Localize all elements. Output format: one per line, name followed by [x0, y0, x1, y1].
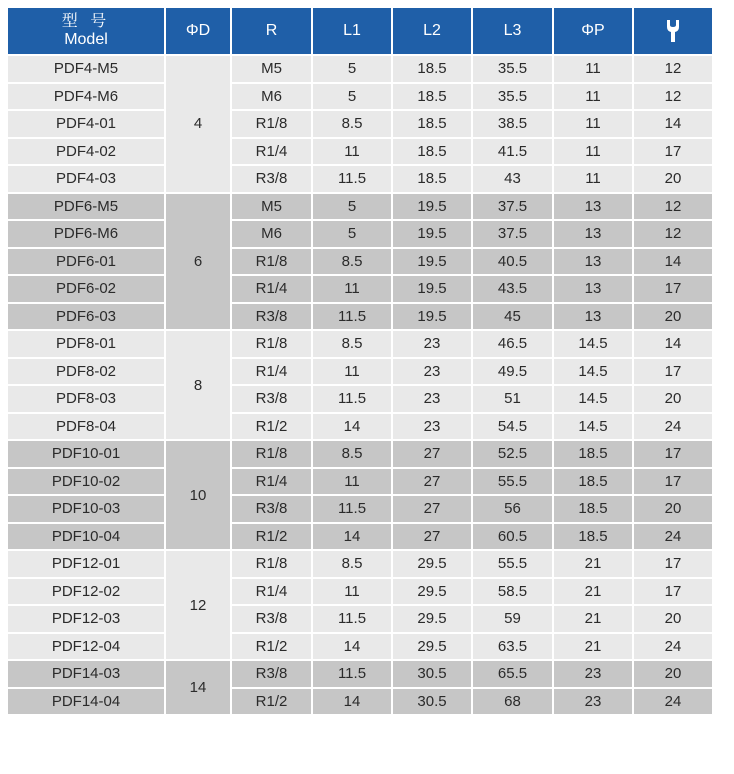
cell-r: R1/2 — [231, 523, 312, 551]
header-model — [7, 7, 165, 55]
cell-l2: 23 — [392, 330, 472, 358]
cell-l1: 11.5 — [312, 495, 392, 523]
cell-model: PDF6-01 — [7, 248, 165, 276]
cell-wrench-size: 17 — [633, 275, 713, 303]
cell-l1: 11.5 — [312, 303, 392, 331]
cell-l3: 55.5 — [472, 550, 553, 578]
cell-model: PDF4-M5 — [7, 55, 165, 83]
cell-r: R1/4 — [231, 578, 312, 606]
cell-r: R3/8 — [231, 303, 312, 331]
header-model-cn: 型 号 — [61, 13, 111, 30]
cell-l1: 11.5 — [312, 385, 392, 413]
cell-wrench-size: 20 — [633, 165, 713, 193]
table-row — [7, 110, 713, 138]
cell-op: 13 — [553, 193, 633, 221]
cell-r: M6 — [231, 220, 312, 248]
cell-op: 11 — [553, 83, 633, 111]
cell-l3: 56 — [472, 495, 553, 523]
table-body — [7, 55, 713, 715]
table-row — [7, 248, 713, 276]
cell-op: 14.5 — [553, 385, 633, 413]
cell-op: 13 — [553, 303, 633, 331]
cell-l1: 5 — [312, 193, 392, 221]
cell-l2: 29.5 — [392, 578, 472, 606]
cell-l2: 19.5 — [392, 275, 472, 303]
header-r: R — [231, 7, 312, 55]
cell-od: 6 — [165, 193, 231, 331]
cell-r: M5 — [231, 193, 312, 221]
cell-l3: 43.5 — [472, 275, 553, 303]
cell-od: 10 — [165, 440, 231, 550]
cell-r: R1/4 — [231, 358, 312, 386]
header-model-en: Model — [64, 31, 108, 48]
cell-od: 8 — [165, 330, 231, 440]
table-row — [7, 440, 713, 468]
table-row — [7, 633, 713, 661]
cell-l3: 60.5 — [472, 523, 553, 551]
cell-l1: 14 — [312, 523, 392, 551]
cell-l1: 11 — [312, 358, 392, 386]
cell-model: PDF12-02 — [7, 578, 165, 606]
cell-op: 18.5 — [553, 523, 633, 551]
cell-r: R1/8 — [231, 110, 312, 138]
cell-model: PDF8-01 — [7, 330, 165, 358]
cell-l3: 49.5 — [472, 358, 553, 386]
cell-l1: 8.5 — [312, 110, 392, 138]
cell-l3: 58.5 — [472, 578, 553, 606]
cell-r: R1/2 — [231, 633, 312, 661]
cell-l1: 8.5 — [312, 248, 392, 276]
table-row — [7, 523, 713, 551]
cell-l2: 30.5 — [392, 660, 472, 688]
cell-l3: 68 — [472, 688, 553, 716]
cell-model: PDF10-01 — [7, 440, 165, 468]
cell-l3: 45 — [472, 303, 553, 331]
table-row — [7, 413, 713, 441]
cell-model: PDF10-02 — [7, 468, 165, 496]
cell-l1: 5 — [312, 220, 392, 248]
table-row — [7, 468, 713, 496]
table-row — [7, 688, 713, 716]
table-row — [7, 55, 713, 83]
cell-op: 18.5 — [553, 495, 633, 523]
cell-wrench-size: 12 — [633, 220, 713, 248]
cell-r: R3/8 — [231, 660, 312, 688]
table-row — [7, 83, 713, 111]
cell-l1: 11 — [312, 138, 392, 166]
cell-l1: 11 — [312, 578, 392, 606]
cell-r: R1/8 — [231, 440, 312, 468]
cell-wrench-size: 24 — [633, 633, 713, 661]
cell-op: 23 — [553, 688, 633, 716]
cell-model: PDF6-M6 — [7, 220, 165, 248]
cell-l2: 18.5 — [392, 165, 472, 193]
cell-l3: 63.5 — [472, 633, 553, 661]
cell-l1: 5 — [312, 55, 392, 83]
cell-l3: 43 — [472, 165, 553, 193]
cell-model: PDF8-04 — [7, 413, 165, 441]
cell-model: PDF6-03 — [7, 303, 165, 331]
cell-wrench-size: 17 — [633, 578, 713, 606]
table-row — [7, 605, 713, 633]
cell-l2: 27 — [392, 495, 472, 523]
table-row — [7, 660, 713, 688]
cell-l3: 35.5 — [472, 83, 553, 111]
cell-l3: 37.5 — [472, 220, 553, 248]
cell-r: R1/8 — [231, 550, 312, 578]
header-l3: L3 — [472, 7, 553, 55]
cell-op: 13 — [553, 275, 633, 303]
table-row — [7, 358, 713, 386]
cell-op: 14.5 — [553, 413, 633, 441]
cell-wrench-size: 20 — [633, 303, 713, 331]
cell-r: R3/8 — [231, 385, 312, 413]
cell-l3: 52.5 — [472, 440, 553, 468]
cell-wrench-size: 12 — [633, 83, 713, 111]
cell-wrench-size: 24 — [633, 413, 713, 441]
table-row — [7, 275, 713, 303]
cell-r: R3/8 — [231, 495, 312, 523]
cell-model: PDF8-02 — [7, 358, 165, 386]
cell-l2: 29.5 — [392, 550, 472, 578]
cell-model: PDF12-04 — [7, 633, 165, 661]
cell-wrench-size: 17 — [633, 468, 713, 496]
cell-op: 23 — [553, 660, 633, 688]
cell-model: PDF4-03 — [7, 165, 165, 193]
cell-wrench-size: 20 — [633, 605, 713, 633]
cell-l3: 54.5 — [472, 413, 553, 441]
cell-r: R1/8 — [231, 330, 312, 358]
cell-l1: 8.5 — [312, 330, 392, 358]
cell-l2: 29.5 — [392, 633, 472, 661]
cell-model: PDF12-03 — [7, 605, 165, 633]
cell-l1: 11 — [312, 275, 392, 303]
cell-wrench-size: 24 — [633, 523, 713, 551]
header-row — [7, 7, 713, 55]
cell-wrench-size: 17 — [633, 138, 713, 166]
cell-l1: 8.5 — [312, 440, 392, 468]
cell-op: 14.5 — [553, 330, 633, 358]
cell-r: R1/4 — [231, 275, 312, 303]
cell-model: PDF4-02 — [7, 138, 165, 166]
header-wrench — [633, 7, 713, 55]
table-row — [7, 578, 713, 606]
cell-op: 11 — [553, 110, 633, 138]
cell-op: 13 — [553, 220, 633, 248]
cell-r: M6 — [231, 83, 312, 111]
cell-model: PDF10-03 — [7, 495, 165, 523]
cell-op: 13 — [553, 248, 633, 276]
cell-op: 21 — [553, 633, 633, 661]
cell-model: PDF14-04 — [7, 688, 165, 716]
cell-model: PDF14-03 — [7, 660, 165, 688]
cell-model: PDF10-04 — [7, 523, 165, 551]
cell-op: 21 — [553, 605, 633, 633]
cell-wrench-size: 14 — [633, 248, 713, 276]
cell-r: R1/2 — [231, 688, 312, 716]
cell-l2: 19.5 — [392, 193, 472, 221]
table-row — [7, 495, 713, 523]
cell-op: 18.5 — [553, 468, 633, 496]
cell-r: R3/8 — [231, 165, 312, 193]
cell-l3: 35.5 — [472, 55, 553, 83]
cell-wrench-size: 17 — [633, 440, 713, 468]
cell-l2: 19.5 — [392, 220, 472, 248]
cell-l3: 37.5 — [472, 193, 553, 221]
cell-l2: 23 — [392, 385, 472, 413]
cell-l3: 41.5 — [472, 138, 553, 166]
cell-op: 21 — [553, 550, 633, 578]
cell-wrench-size: 20 — [633, 495, 713, 523]
cell-r: M5 — [231, 55, 312, 83]
cell-l3: 40.5 — [472, 248, 553, 276]
cell-model: PDF6-M5 — [7, 193, 165, 221]
table-row — [7, 550, 713, 578]
cell-l3: 46.5 — [472, 330, 553, 358]
cell-l1: 11.5 — [312, 165, 392, 193]
cell-l2: 18.5 — [392, 138, 472, 166]
cell-op: 18.5 — [553, 440, 633, 468]
cell-l3: 55.5 — [472, 468, 553, 496]
cell-l2: 23 — [392, 413, 472, 441]
cell-l2: 19.5 — [392, 248, 472, 276]
table-row — [7, 193, 713, 221]
table-row — [7, 303, 713, 331]
cell-l3: 59 — [472, 605, 553, 633]
cell-l1: 8.5 — [312, 550, 392, 578]
spec-table — [6, 6, 714, 716]
table-row — [7, 330, 713, 358]
cell-wrench-size: 20 — [633, 660, 713, 688]
cell-l1: 11.5 — [312, 605, 392, 633]
cell-op: 11 — [553, 165, 633, 193]
cell-r: R1/4 — [231, 138, 312, 166]
header-op: ΦP — [553, 7, 633, 55]
cell-l1: 5 — [312, 83, 392, 111]
cell-op: 14.5 — [553, 358, 633, 386]
cell-wrench-size: 17 — [633, 550, 713, 578]
cell-l2: 18.5 — [392, 83, 472, 111]
cell-od: 12 — [165, 550, 231, 660]
cell-l2: 18.5 — [392, 110, 472, 138]
cell-wrench-size: 20 — [633, 385, 713, 413]
cell-wrench-size: 12 — [633, 193, 713, 221]
cell-l2: 27 — [392, 440, 472, 468]
cell-r: R3/8 — [231, 605, 312, 633]
cell-model: PDF8-03 — [7, 385, 165, 413]
cell-l1: 14 — [312, 633, 392, 661]
cell-model: PDF4-M6 — [7, 83, 165, 111]
wrench-icon — [664, 19, 682, 43]
cell-wrench-size: 12 — [633, 55, 713, 83]
cell-l3: 65.5 — [472, 660, 553, 688]
cell-l2: 27 — [392, 523, 472, 551]
cell-l3: 51 — [472, 385, 553, 413]
table-row — [7, 165, 713, 193]
cell-od: 4 — [165, 55, 231, 193]
cell-l1: 14 — [312, 688, 392, 716]
header-l1: L1 — [312, 7, 392, 55]
cell-l3: 38.5 — [472, 110, 553, 138]
cell-l1: 11 — [312, 468, 392, 496]
cell-r: R1/4 — [231, 468, 312, 496]
cell-wrench-size: 14 — [633, 110, 713, 138]
header-l2: L2 — [392, 7, 472, 55]
table-header — [7, 7, 713, 55]
header-od: ΦD — [165, 7, 231, 55]
cell-op: 21 — [553, 578, 633, 606]
cell-l2: 30.5 — [392, 688, 472, 716]
cell-op: 11 — [553, 55, 633, 83]
cell-model: PDF12-01 — [7, 550, 165, 578]
cell-l1: 11.5 — [312, 660, 392, 688]
cell-l2: 29.5 — [392, 605, 472, 633]
cell-model: PDF4-01 — [7, 110, 165, 138]
cell-wrench-size: 14 — [633, 330, 713, 358]
cell-r: R1/2 — [231, 413, 312, 441]
cell-wrench-size: 17 — [633, 358, 713, 386]
cell-model: PDF6-02 — [7, 275, 165, 303]
table-row — [7, 138, 713, 166]
cell-l2: 23 — [392, 358, 472, 386]
table-row — [7, 385, 713, 413]
cell-l1: 14 — [312, 413, 392, 441]
cell-l2: 19.5 — [392, 303, 472, 331]
cell-r: R1/8 — [231, 248, 312, 276]
table-row — [7, 220, 713, 248]
cell-l2: 27 — [392, 468, 472, 496]
cell-l2: 18.5 — [392, 55, 472, 83]
cell-wrench-size: 24 — [633, 688, 713, 716]
cell-op: 11 — [553, 138, 633, 166]
cell-od: 14 — [165, 660, 231, 715]
